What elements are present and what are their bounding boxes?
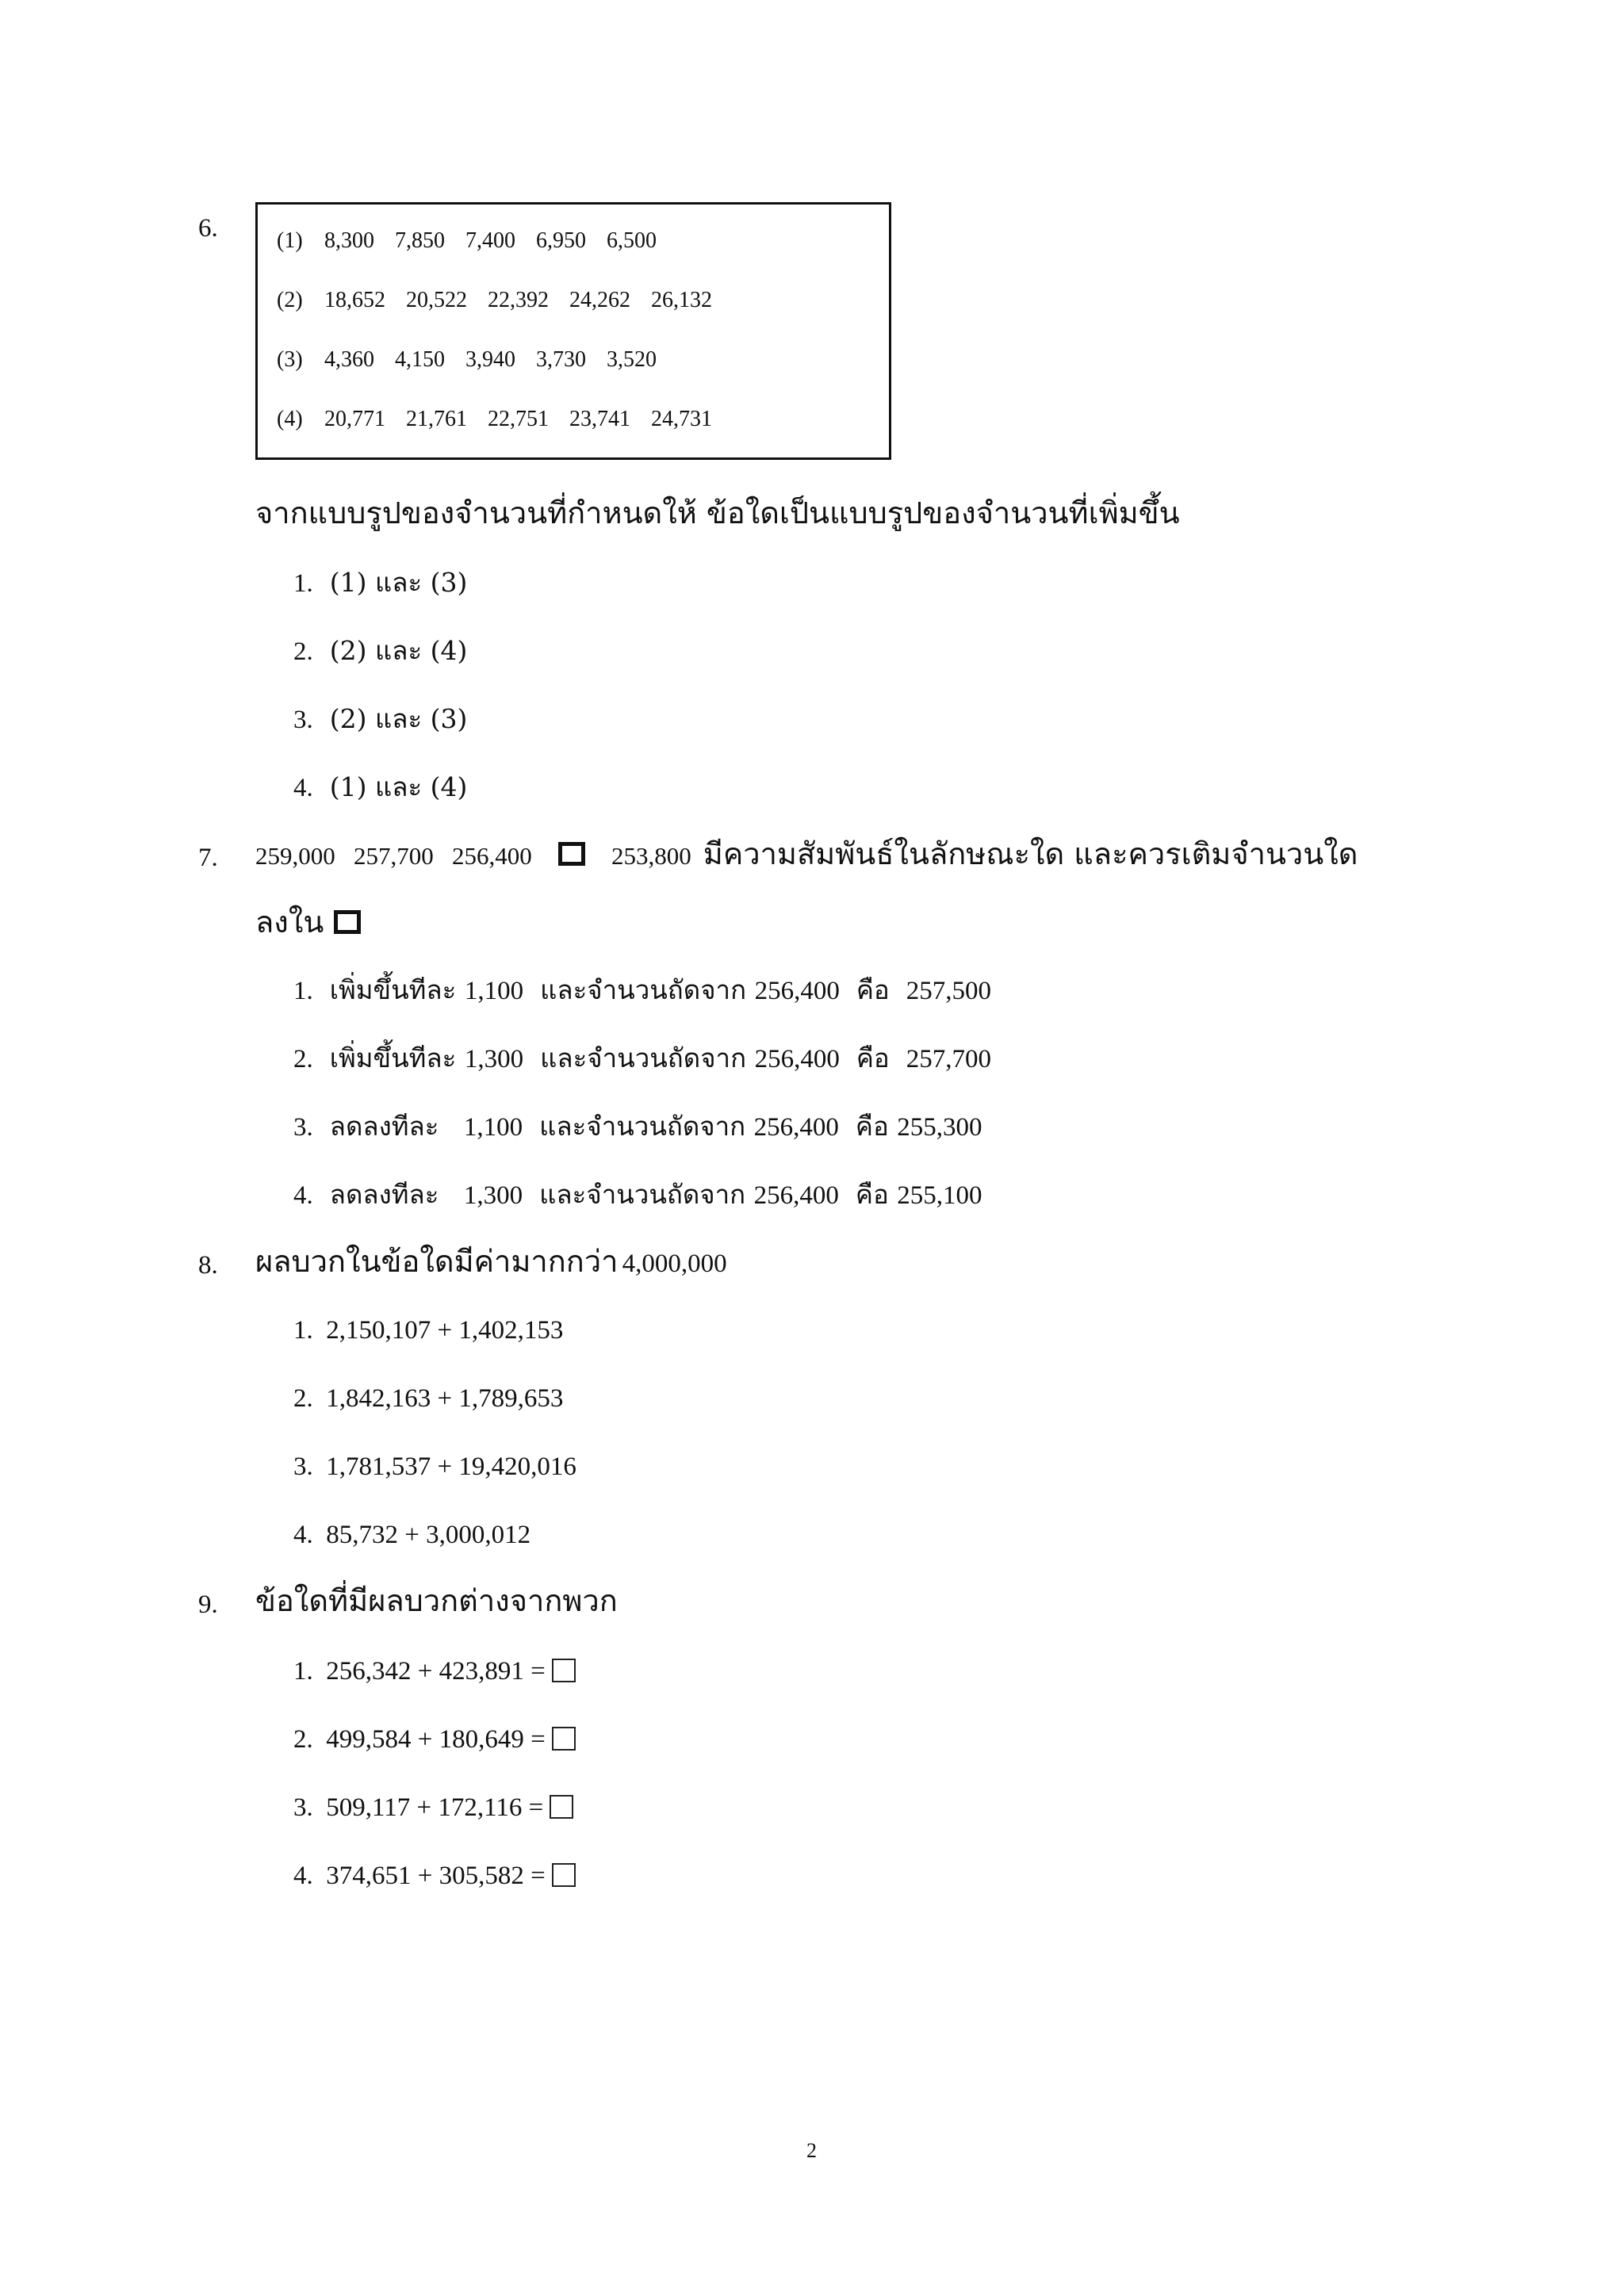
option-text: คือ <box>856 1043 890 1073</box>
answer-option[interactable] <box>293 703 468 734</box>
option-value: 257,700 <box>906 1045 991 1073</box>
sequence-row <box>277 347 677 373</box>
option-value: 255,100 <box>897 1181 982 1210</box>
option-text: (1) และ (4) <box>329 771 468 802</box>
answer-option[interactable] <box>293 569 467 597</box>
option-value: 1,300 <box>463 1181 523 1210</box>
sequence-value: 24,262 <box>569 288 630 312</box>
sequence-value: 6,500 <box>607 228 657 253</box>
sequence-value: 22,392 <box>488 288 549 312</box>
answer-option[interactable] <box>293 1181 982 1209</box>
sequence-value: 4,360 <box>324 347 374 372</box>
sequence-label: (4) <box>277 407 303 431</box>
question-8-text: ผลบวกในข้อใดมีค่ามากกว่า <box>255 1244 619 1279</box>
answer-option[interactable] <box>293 771 468 802</box>
sequence-text: 253,800 <box>611 842 691 870</box>
sequence-label: (2) <box>277 288 303 312</box>
answer-option[interactable] <box>293 637 467 665</box>
answer-option[interactable] <box>293 1727 576 1753</box>
blank-box-icon <box>334 910 361 934</box>
option-number: 2. <box>293 1045 313 1073</box>
question-8-line <box>255 1246 727 1277</box>
answer-option[interactable] <box>293 1522 530 1548</box>
question-9-number: 9. <box>198 1590 218 1619</box>
option-number: 3. <box>293 1793 313 1822</box>
option-value: 256,400 <box>754 977 840 1005</box>
question-9-text: ข้อใดที่มีผลบวกต่างจากพวก <box>255 1583 618 1618</box>
option-number: 4. <box>293 1862 313 1890</box>
option-number: 4. <box>293 1181 313 1210</box>
question-7-number: 7. <box>198 844 218 872</box>
sequence-value: 24,731 <box>651 407 712 431</box>
question-7-line1 <box>255 836 1358 871</box>
option-text: ลดลงทีละ <box>329 1111 439 1142</box>
sequence-row <box>277 228 677 254</box>
option-text: และจำนวนถัดจาก <box>539 1111 746 1142</box>
option-text: เพิ่มขึ้นทีละ <box>329 1043 457 1073</box>
sequence-value: 21,761 <box>406 407 467 431</box>
answer-option[interactable] <box>293 1863 576 1889</box>
sequence-value: 7,400 <box>465 228 515 253</box>
blank-box-icon <box>552 1659 576 1682</box>
option-text: คือ <box>855 1111 889 1142</box>
blank-box-icon <box>550 1795 573 1819</box>
option-value: 256,400 <box>753 1113 839 1142</box>
question-7-text: มีความสัมพันธ์ในลักษณะใด และควรเติมจำนวนใด <box>703 836 1358 871</box>
sequence-value: 3,940 <box>465 347 515 372</box>
option-text: 374,651 + 305,582 = <box>326 1862 546 1890</box>
option-text: 499,584 + 180,649 = <box>326 1725 546 1754</box>
option-text: (1) และ (3) <box>329 567 468 598</box>
option-text: คือ <box>855 1179 889 1210</box>
option-number: 3. <box>293 1113 313 1142</box>
answer-option[interactable] <box>293 1454 576 1480</box>
sequence-value: 6,950 <box>536 228 586 253</box>
option-text: (2) และ (3) <box>329 703 468 734</box>
option-text: และจำนวนถัดจาก <box>540 974 747 1005</box>
option-number: 3. <box>293 706 313 734</box>
option-number: 1. <box>293 1316 313 1345</box>
answer-option[interactable] <box>293 974 991 1005</box>
sequence-value: 3,520 <box>607 347 657 372</box>
question-7-text: ลงใน <box>255 905 324 939</box>
sequence-value: 26,132 <box>651 288 712 312</box>
sequence-value: 20,771 <box>324 407 385 431</box>
blank-box-icon <box>558 842 585 866</box>
option-text: 2,150,107 + 1,402,153 <box>326 1316 564 1345</box>
blank-box-icon <box>552 1863 576 1887</box>
option-number: 3. <box>293 1452 313 1481</box>
sequence-value: 4,150 <box>395 347 445 372</box>
option-value: 1,300 <box>464 1045 524 1073</box>
sequence-text: 259,000 257,700 256,400 <box>255 842 532 870</box>
option-number: 4. <box>293 774 313 802</box>
option-text: 85,732 + 3,000,012 <box>326 1521 531 1549</box>
sequence-value: 22,751 <box>488 407 549 431</box>
question-8-value: 4,000,000 <box>622 1249 727 1278</box>
question-7-line2 <box>255 907 361 937</box>
sequence-value: 18,652 <box>324 288 385 312</box>
option-text: (2) และ (4) <box>329 635 468 666</box>
sequence-value: 3,730 <box>536 347 586 372</box>
option-value: 255,300 <box>897 1113 982 1142</box>
option-value: 257,500 <box>906 977 991 1005</box>
option-number: 1. <box>293 569 313 598</box>
option-text: ลดลงทีละ <box>329 1179 439 1210</box>
sequence-value: 7,850 <box>395 228 445 253</box>
answer-option[interactable] <box>293 1386 563 1412</box>
answer-option[interactable] <box>293 1795 573 1821</box>
option-text: 256,342 + 423,891 = <box>326 1657 546 1686</box>
answer-option[interactable] <box>293 1659 576 1685</box>
page-number: 2 <box>806 2139 817 2162</box>
question-8-number: 8. <box>198 1251 218 1280</box>
option-text: 1,781,537 + 19,420,016 <box>326 1452 576 1481</box>
question-6-number: 6. <box>198 214 218 243</box>
sequence-value: 23,741 <box>569 407 630 431</box>
sequence-value: 20,522 <box>406 288 467 312</box>
option-value: 256,400 <box>754 1045 840 1073</box>
option-text: คือ <box>856 974 890 1005</box>
option-number: 1. <box>293 977 313 1005</box>
option-number: 2. <box>293 1384 313 1413</box>
answer-option[interactable] <box>293 1045 991 1073</box>
answer-option[interactable] <box>293 1318 563 1344</box>
option-text: 1,842,163 + 1,789,653 <box>326 1384 564 1413</box>
sequence-row <box>277 288 733 313</box>
option-text: เพิ่มขึ้นทีละ <box>329 974 457 1005</box>
option-text: และจำนวนถัดจาก <box>540 1043 747 1073</box>
blank-box-icon <box>552 1727 576 1751</box>
option-value: 256,400 <box>753 1181 839 1210</box>
sequence-row <box>277 407 733 432</box>
option-value: 1,100 <box>464 977 524 1005</box>
sequence-value: 8,300 <box>324 228 374 253</box>
option-text: 509,117 + 172,116 = <box>326 1793 544 1822</box>
option-number: 1. <box>293 1657 313 1686</box>
option-number: 2. <box>293 1725 313 1754</box>
option-value: 1,100 <box>463 1113 523 1142</box>
option-number: 4. <box>293 1521 313 1549</box>
option-text: และจำนวนถัดจาก <box>539 1179 746 1210</box>
sequence-label: (3) <box>277 347 303 372</box>
answer-option[interactable] <box>293 1113 982 1141</box>
option-number: 2. <box>293 637 313 666</box>
question-6-text: จากแบบรูปของจำนวนที่กำหนดให้ ข้อใดเป็นแบบรูปของจำนวนที่เพิ่มขึ้น <box>255 496 1180 530</box>
sequence-box <box>255 202 891 460</box>
sequence-label: (1) <box>277 228 303 253</box>
